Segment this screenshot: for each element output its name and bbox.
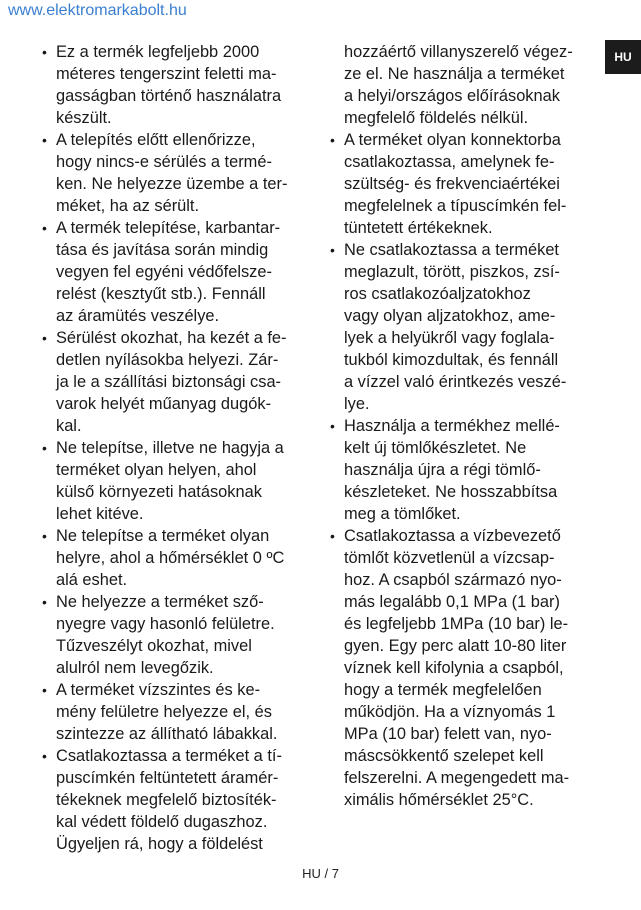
list-item-line — [42, 635, 312, 657]
list-item — [330, 525, 595, 811]
list-item-line — [42, 481, 312, 503]
list-item-line — [42, 261, 312, 283]
list-item-line — [330, 305, 595, 327]
list-item-line — [42, 217, 312, 239]
list-item-line — [330, 195, 595, 217]
list-item — [330, 239, 595, 415]
text-line: az áramütés veszélye. — [56, 307, 220, 325]
text-line: lehet kitéve. — [56, 505, 144, 523]
list-item-line — [330, 723, 595, 745]
text-line: tékeknek megfelelő biztosíték- — [56, 791, 277, 809]
list-item-line — [330, 239, 595, 261]
list-item-line — [42, 613, 312, 635]
text-line: MPa (10 bar) felett van, nyo- — [344, 725, 552, 743]
text-line: szintezze az állítható lábakkal. — [56, 725, 278, 743]
list-item-line — [330, 173, 595, 195]
list-item-line — [330, 437, 595, 459]
list-item-line — [42, 745, 312, 767]
text-line: készleteket. Ne hosszabbítsa — [344, 483, 558, 501]
list-item — [330, 129, 595, 239]
list-item — [42, 327, 312, 437]
text-line: gyen. Egy perc alatt 10-80 liter — [344, 637, 567, 655]
text-line: gasságban történő használatra — [56, 87, 282, 105]
list-item-line — [330, 503, 595, 525]
list-item-line — [42, 547, 312, 569]
list-item-line — [42, 591, 312, 613]
text-line: nyegre vagy hasonló felületre. — [56, 615, 275, 633]
bullet-icon: • — [42, 330, 47, 346]
list-item-line — [330, 767, 595, 789]
list-item-line — [330, 745, 595, 767]
text-line: használja újra a régi tömlő- — [344, 461, 541, 479]
text-line: Csatlakoztassa a vízbevezető — [344, 527, 561, 545]
text-line: megfelelő földelés nélkül. — [344, 109, 529, 127]
right-column — [330, 41, 595, 811]
continuation-line — [330, 63, 595, 85]
list-item-line — [330, 129, 595, 151]
text-line: csatlakoztassa, amelynek fe- — [344, 153, 555, 171]
continuation-line — [330, 107, 595, 129]
text-line: A telepítés előtt ellenőrizze, — [56, 131, 256, 149]
text-line: tüntetett értékeknek. — [344, 219, 493, 237]
bullet-icon: • — [330, 242, 335, 258]
list-item-line — [42, 107, 312, 129]
text-line: tömlőt közvetlenül a vízcsap- — [344, 549, 555, 567]
list-item-line — [42, 657, 312, 679]
text-line: meglazult, törött, piszkos, zsí- — [344, 263, 560, 281]
bullet-icon: • — [42, 528, 47, 544]
list-item-line — [330, 261, 595, 283]
list-item-line — [330, 547, 595, 569]
list-item-line — [42, 305, 312, 327]
list-item-line — [330, 591, 595, 613]
list-item — [42, 437, 312, 525]
text-line: hogy a termék megfelelően — [344, 681, 542, 699]
bullet-icon: • — [330, 132, 335, 148]
list-item — [42, 745, 312, 855]
text-line: puscímkén feltüntetett áramér- — [56, 769, 279, 787]
text-line: Sérülést okozhat, ha kezét a fe- — [56, 329, 287, 347]
continuation-line — [330, 85, 595, 107]
text-line: készült. — [56, 109, 112, 127]
text-line: A terméket olyan konnektorba — [344, 131, 561, 149]
list-item-line — [42, 701, 312, 723]
bullet-icon: • — [42, 748, 47, 764]
bullet-icon: • — [330, 528, 335, 544]
text-line: ja le a szállítási biztonsági csa- — [56, 373, 282, 391]
text-line: más legalább 0,1 MPa (1 bar) — [344, 593, 560, 611]
text-line: vagy olyan aljzatokhoz, ame- — [344, 307, 556, 325]
text-line: méteres tengerszint feletti ma- — [56, 65, 277, 83]
text-line: a helyi/országos előírásoknak — [344, 87, 560, 105]
list-item-line — [42, 679, 312, 701]
list-item-line — [42, 349, 312, 371]
continued-paragraph — [330, 41, 595, 129]
list-item-line — [330, 635, 595, 657]
list-item-line — [42, 437, 312, 459]
list-item-line — [330, 415, 595, 437]
text-line: Ügyeljen rá, hogy a földelést — [56, 835, 263, 853]
bullet-icon: • — [42, 44, 47, 60]
text-line: hogy nincs-e sérülés a termé- — [56, 153, 272, 171]
list-item-line — [330, 371, 595, 393]
text-line: ximális hőmérséklet 25°C. — [344, 791, 534, 809]
language-tab: HU — [605, 40, 641, 74]
list-item-line — [330, 613, 595, 635]
text-line: Ez a termék legfeljebb 2000 — [56, 43, 260, 61]
list-item-line — [42, 459, 312, 481]
list-item-line — [42, 811, 312, 833]
text-line: Ne telepítse a terméket olyan — [56, 527, 270, 545]
text-line: felszerelni. A megengedett ma- — [344, 769, 570, 787]
list-item-line — [330, 525, 595, 547]
text-line: kal. — [56, 417, 82, 435]
list-item-line — [330, 701, 595, 723]
text-line: működjön. Ha a víznyomás 1 — [344, 703, 556, 721]
text-line: máscsökkentő szelepet kell — [344, 747, 544, 765]
text-line: külső környezeti hatásoknak — [56, 483, 262, 501]
list-item-line — [42, 151, 312, 173]
text-line: a vízzel való érintkezés veszé- — [344, 373, 567, 391]
list-item-line — [42, 371, 312, 393]
text-line: lye. — [344, 395, 370, 413]
text-line: alá eshet. — [56, 571, 128, 589]
text-line: méket, ha az sérült. — [56, 197, 200, 215]
list-item-line — [42, 283, 312, 305]
text-line: alulról nem levegőzik. — [56, 659, 214, 677]
list-item-line — [42, 129, 312, 151]
list-item-line — [42, 195, 312, 217]
bullet-icon: • — [42, 220, 47, 236]
text-line: megfelelnek a típuscímkén fel- — [344, 197, 567, 215]
list-item — [42, 591, 312, 679]
list-item — [42, 217, 312, 327]
list-item-line — [330, 393, 595, 415]
list-item-line — [330, 789, 595, 811]
header-url: www.elektromarkabolt.hu — [8, 2, 187, 19]
text-line: kal védett földelő dugaszhoz. — [56, 813, 268, 831]
list-item-line — [330, 151, 595, 173]
text-line: varok helyét műanyag dugók- — [56, 395, 272, 413]
text-line: ros csatlakozóaljzatokhoz — [344, 285, 531, 303]
text-line: Ne csatlakoztassa a terméket — [344, 241, 559, 259]
list-item-line — [42, 525, 312, 547]
page-number: HU / 7 — [302, 866, 339, 881]
text-line: Ne telepítse, illetve ne hagyja a — [56, 439, 284, 457]
text-line: tukból kimozdultak, és fennáll — [344, 351, 559, 369]
list-item-line — [330, 217, 595, 239]
list-item-line — [42, 173, 312, 195]
text-line: A terméket vízszintes és ke- — [56, 681, 261, 699]
bullet-icon: • — [42, 594, 47, 610]
list-item-line — [42, 503, 312, 525]
text-line: ken. Ne helyezze üzembe a ter- — [56, 175, 288, 193]
list-item-line — [42, 239, 312, 261]
list-item-line — [42, 833, 312, 855]
list-item-line — [42, 569, 312, 591]
list-item-line — [42, 415, 312, 437]
list-item-line — [330, 349, 595, 371]
text-line: vegyen fel egyéni védőfelsze- — [56, 263, 272, 281]
list-item-line — [330, 657, 595, 679]
text-line: A termék telepítése, karbantar- — [56, 219, 281, 237]
text-line: Csatlakoztassa a terméket a tí- — [56, 747, 282, 765]
list-item-line — [42, 767, 312, 789]
list-item-line — [42, 85, 312, 107]
list-item-line — [42, 723, 312, 745]
list-item-line — [42, 393, 312, 415]
list-item-line — [330, 459, 595, 481]
text-line: mény felületre helyezze el, és — [56, 703, 272, 721]
text-line: Használja a termékhez mellé- — [344, 417, 560, 435]
list-item-line — [330, 327, 595, 349]
list-item-line — [42, 63, 312, 85]
list-item-line — [42, 327, 312, 349]
list-item — [42, 525, 312, 591]
bullet-icon: • — [42, 132, 47, 148]
text-line: ze el. Ne használja a terméket — [344, 65, 565, 83]
text-line: hozzáértő villanyszerelő végez- — [344, 43, 573, 61]
list-item — [42, 41, 312, 129]
text-line: Tűzveszélyt okozhat, mivel — [56, 637, 252, 655]
text-line: Ne helyezze a terméket sző- — [56, 593, 264, 611]
bullet-icon: • — [330, 418, 335, 434]
text-line: helyre, ahol a hőmérséklet 0 ºC — [56, 549, 285, 567]
list-item-line — [330, 283, 595, 305]
text-line: hoz. A csapból származó nyo- — [344, 571, 562, 589]
list-item-line — [42, 789, 312, 811]
list-item — [330, 415, 595, 525]
text-line: relést (kesztyűt stb.). Fennáll — [56, 285, 266, 303]
text-line: kelt új tömlőkészletet. Ne — [344, 439, 527, 457]
list-item-line — [330, 569, 595, 591]
continuation-line — [330, 41, 595, 63]
text-line: terméket olyan helyen, ahol — [56, 461, 257, 479]
list-item — [42, 679, 312, 745]
text-line: tása és javítása során mindig — [56, 241, 269, 259]
text-line: meg a tömlőket. — [344, 505, 461, 523]
list-item-line — [42, 41, 312, 63]
text-line: és legfeljebb 1MPa (10 bar) le- — [344, 615, 569, 633]
left-column — [42, 41, 312, 855]
bullet-icon: • — [42, 440, 47, 456]
list-item-line — [330, 679, 595, 701]
text-line: lyek a helyükről vagy foglala- — [344, 329, 555, 347]
list-item-line — [330, 481, 595, 503]
bullet-icon: • — [42, 682, 47, 698]
text-line: víznek kell kifolynia a csapból, — [344, 659, 564, 677]
text-line: detlen nyílásokba helyezi. Zár- — [56, 351, 279, 369]
text-line: szültség- és frekvenciaértékei — [344, 175, 560, 193]
list-item — [42, 129, 312, 217]
